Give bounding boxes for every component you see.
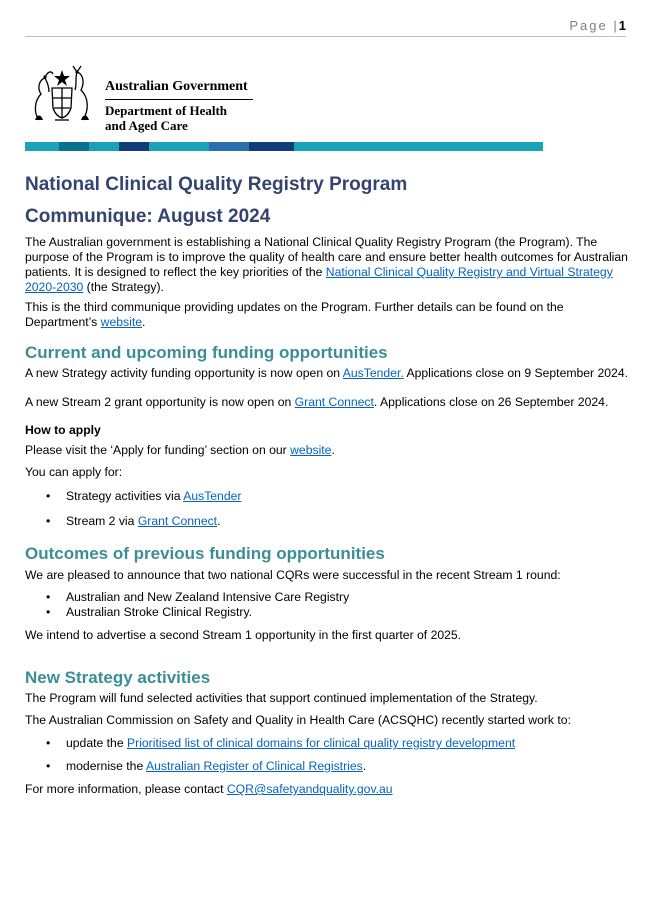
- band-segment: [119, 142, 149, 151]
- austender-list-link[interactable]: AusTender: [183, 489, 242, 503]
- page-number: 1: [618, 18, 626, 33]
- list-item: • Australian Stroke Clinical Registry.: [25, 605, 629, 620]
- outcomes-closing: We intend to advertise a second Stream 1 opportunity in the first quarter of 2025.: [25, 628, 462, 642]
- department-name: [105, 103, 227, 133]
- acsqhc-paragraph: The Australian Commission on Safety and Quality in Health Care (ACSQHC) recently started work to:: [25, 713, 571, 727]
- government-logo: [25, 62, 255, 136]
- intro-paragraph: The Australian government is establishing a National Clinical Quality Registry Program (the Program). The purpose of the Program is to improve the quality of health care and ensure better health outcomes for Australian patients. It is designed to reflect the key priorities of the National Clinical Quality Registry and Virtual Strategy 2020-2030 (the Strategy).: [25, 235, 628, 294]
- band-segment: [149, 142, 209, 151]
- color-band: [25, 142, 543, 151]
- list-item: • Strategy activities via AusTender: [25, 489, 629, 504]
- how-to-apply-heading: How to apply: [25, 423, 101, 437]
- strategy-link[interactable]: National Clinical Quality Registry and Virtual Strategy 2020-2030: [25, 265, 613, 294]
- prioritised-list-link[interactable]: Prioritised list of clinical domains for clinical quality registry development: [127, 736, 516, 750]
- band-segment: [294, 142, 543, 151]
- register-link[interactable]: Australian Register of Clinical Registries: [145, 759, 363, 773]
- outcomes-list: [25, 590, 629, 620]
- government-name: Australian Government: [105, 79, 248, 94]
- document-subtitle: Communique: August 2024: [25, 206, 271, 227]
- contact-paragraph: For more information, please contact CQR@safetyandquality.gov.au: [25, 782, 393, 796]
- list-item: • update the Prioritised list of clinical domains for clinical quality registry development: [25, 736, 629, 751]
- page-label: Page: [569, 18, 608, 33]
- band-segment: [89, 142, 119, 151]
- strategy-paragraph: The Program will fund selected activities that support continued implementation of the Strategy.: [25, 691, 538, 705]
- department-website-link[interactable]: website: [100, 315, 142, 329]
- coat-of-arms-icon: [25, 62, 99, 124]
- austender-paragraph: A new Strategy activity funding opportunity is now open on AusTender. Applications close on 9 September 2024.: [25, 366, 628, 380]
- grant-connect-link[interactable]: Grant Connect: [294, 395, 374, 409]
- strategy-heading: New Strategy activities: [25, 668, 211, 687]
- how-to-apply-paragraph: Please visit the ‘Apply for funding’ section on our website.: [25, 443, 335, 457]
- band-segment: [59, 142, 89, 151]
- austender-link[interactable]: AusTender.: [342, 366, 404, 380]
- page-separator: |: [613, 18, 619, 33]
- department-line-1: Department of Health: [105, 103, 228, 118]
- communique-paragraph: This is the third communique providing updates on the Program. Further details can be found on the Department’s website.: [25, 300, 564, 329]
- funding-heading: Current and upcoming funding opportunities: [25, 343, 388, 362]
- list-item: • Australian and New Zealand Intensive Care Registry: [25, 590, 629, 605]
- grant-connect-list-link[interactable]: Grant Connect: [137, 514, 218, 528]
- list-item: • Stream 2 via Grant Connect.: [25, 514, 629, 529]
- grant-connect-paragraph: A new Stream 2 grant opportunity is now open on Grant Connect. Applications close on 26 September 2024.: [25, 395, 609, 409]
- department-line-2: and Aged Care: [105, 118, 188, 133]
- contact-email-link[interactable]: CQR@safetyandquality.gov.au: [226, 782, 393, 796]
- outcomes-heading: Outcomes of previous funding opportunities: [25, 544, 385, 563]
- document-body: [25, 172, 629, 797]
- logo-divider: [105, 99, 253, 100]
- list-item: • modernise the Australian Register of Clinical Registries.: [25, 759, 629, 774]
- apply-website-link[interactable]: website: [290, 443, 332, 457]
- band-segment: [25, 142, 59, 151]
- apply-for-label: You can apply for:: [25, 465, 123, 479]
- outcomes-intro: We are pleased to announce that two national CQRs were successful in the recent Stream 1 round:: [25, 568, 561, 582]
- band-segment: [209, 142, 249, 151]
- apply-list: [25, 489, 629, 529]
- strategy-list: [25, 736, 629, 774]
- document-title: National Clinical Quality Registry Program: [25, 174, 408, 195]
- band-segment: [249, 142, 294, 151]
- page-header: [25, 18, 626, 37]
